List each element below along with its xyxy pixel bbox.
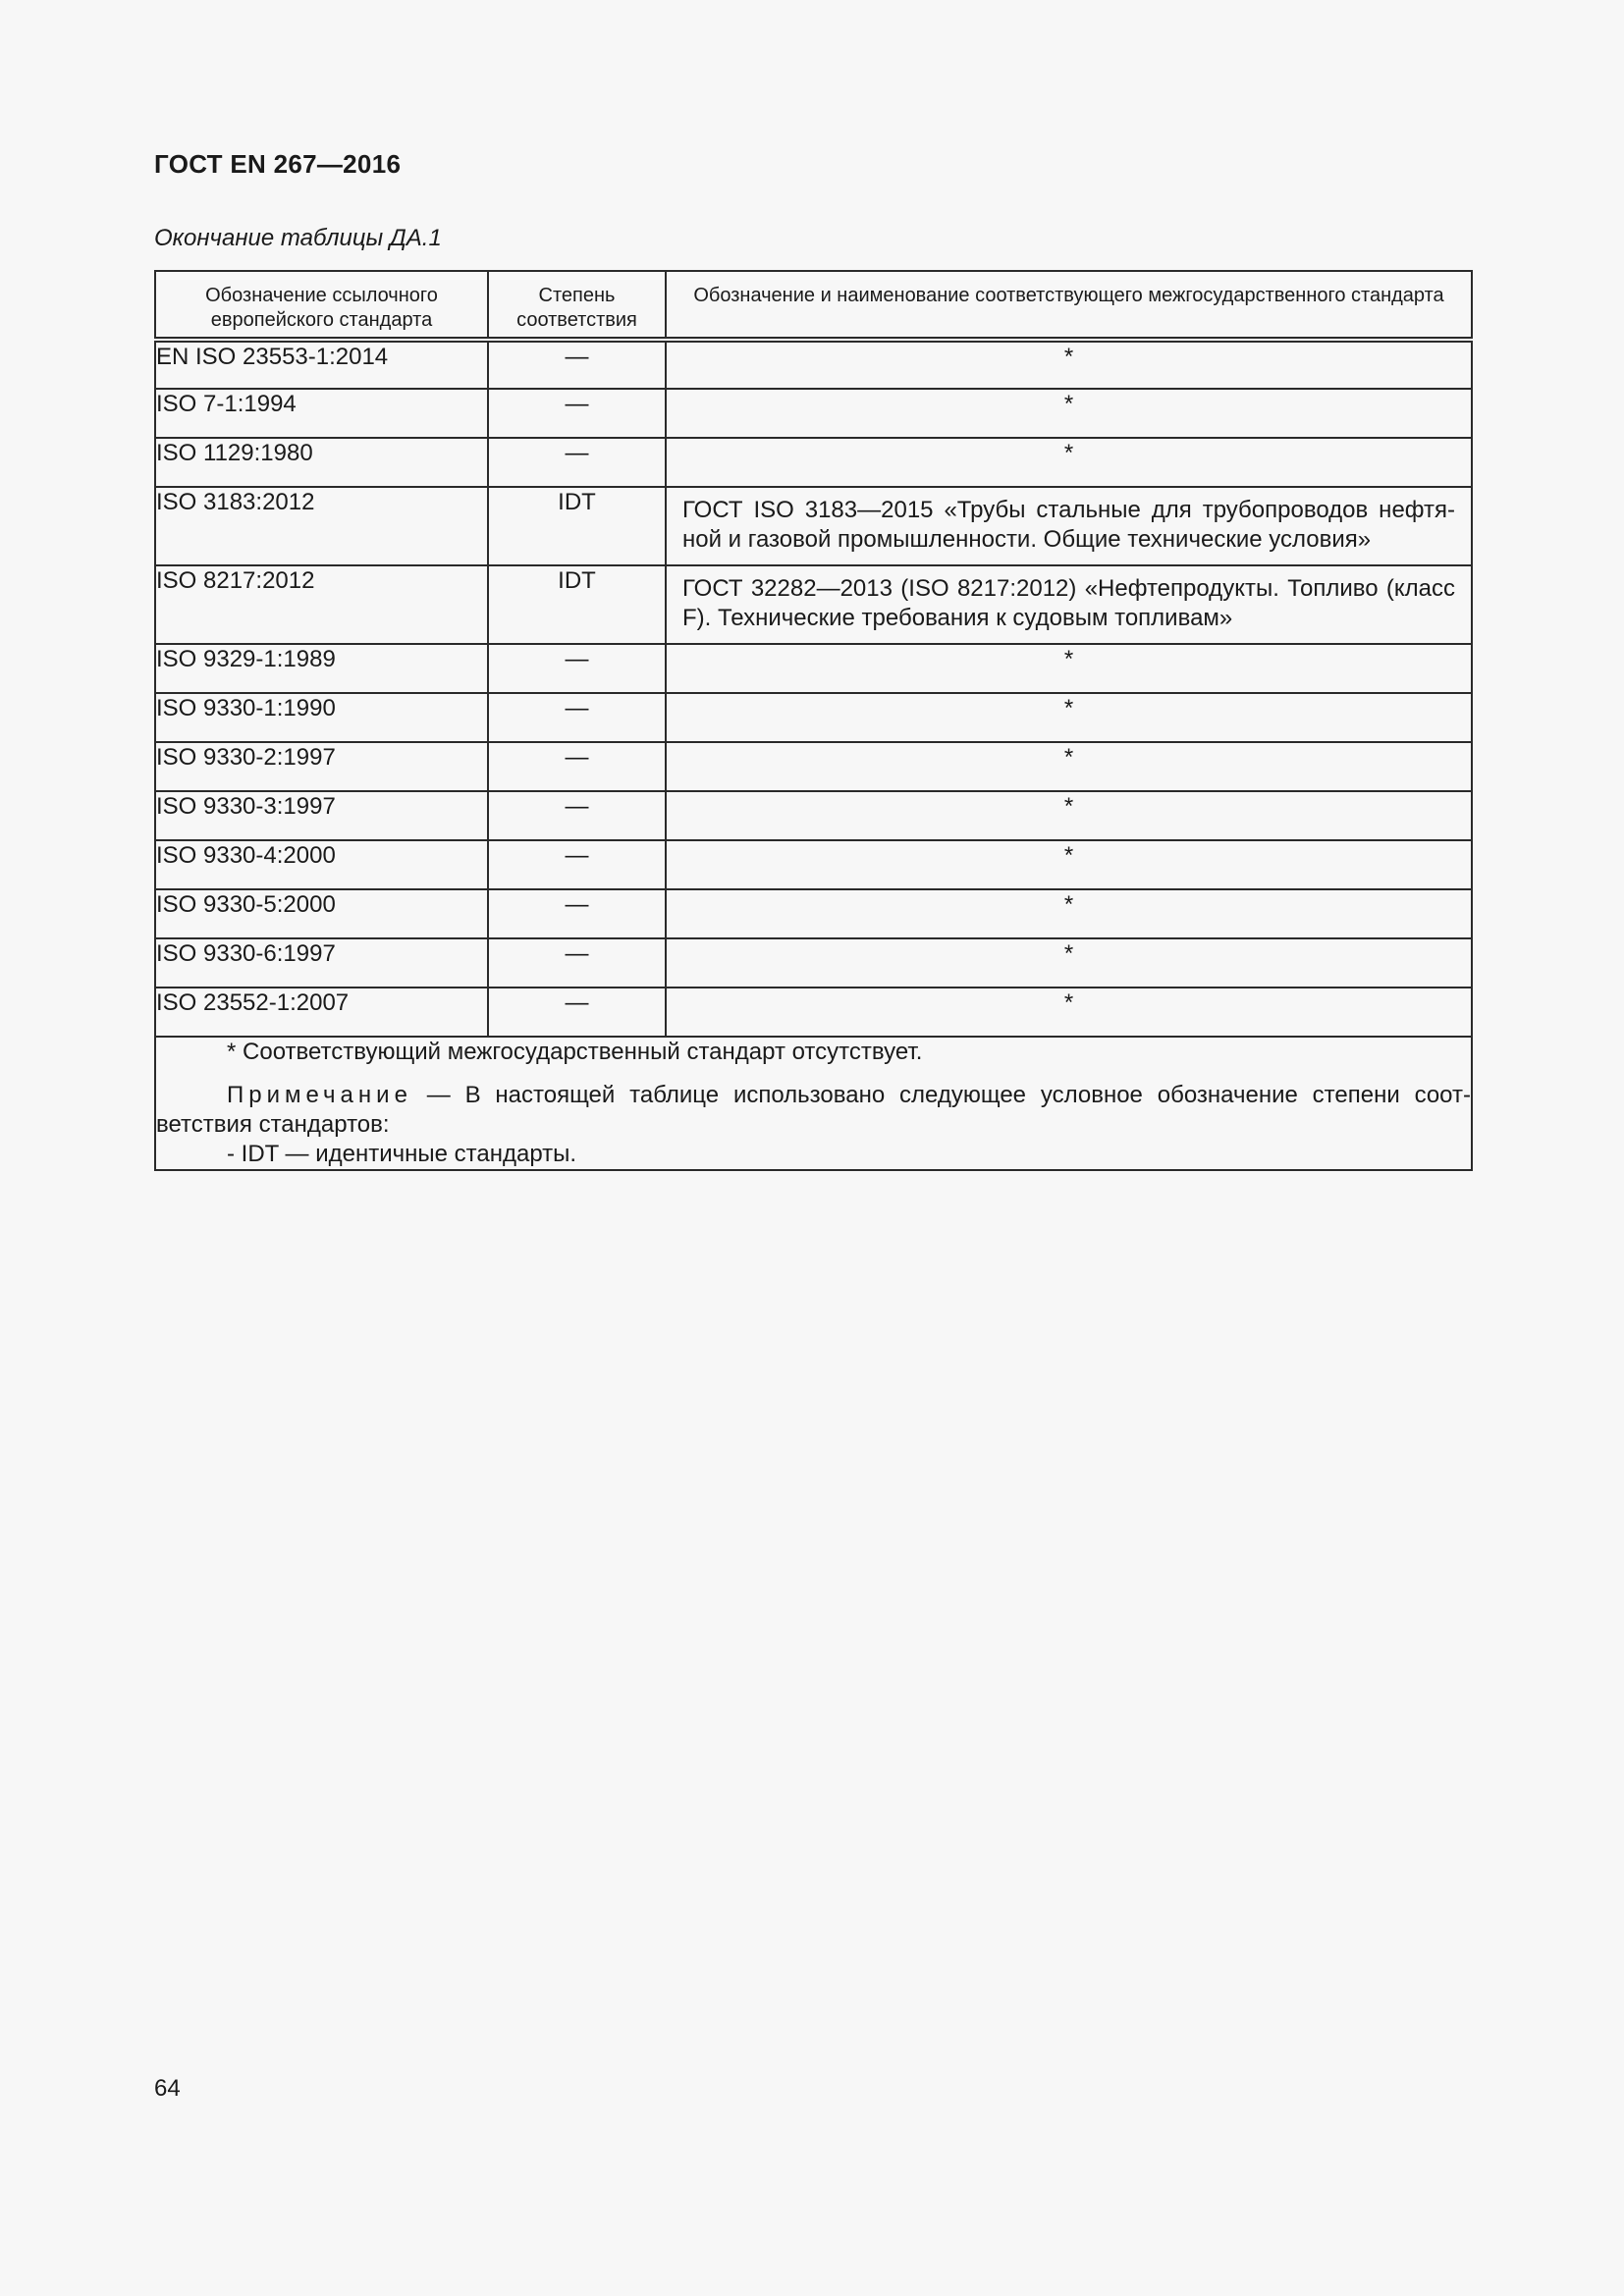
cell-interstate: *: [666, 889, 1472, 938]
table-row: [155, 565, 1472, 644]
cell-degree: —: [488, 742, 666, 791]
table-row: [155, 840, 1472, 889]
cell-interstate: *: [666, 644, 1472, 693]
cell-standard: ISO 9329-1:1989: [155, 644, 488, 693]
cell-standard: ISO 8217:2012: [155, 565, 488, 644]
cell-degree: —: [488, 438, 666, 487]
column-header-interstate: Обозначение и наименование соответствующего межгосударственного стандарта: [666, 271, 1472, 340]
note-text: — В настоящей таблице использовано следующее условное обозначение степени соответствия стандартов:: [156, 1082, 1471, 1138]
cell-standard: ISO 9330-2:1997: [155, 742, 488, 791]
cell-interstate: *: [666, 389, 1472, 438]
cell-interstate: *: [666, 938, 1472, 988]
cell-degree: —: [488, 840, 666, 889]
table-row: [155, 938, 1472, 988]
cell-standard: ISO 23552-1:2007: [155, 988, 488, 1037]
table-row: [155, 438, 1472, 487]
cell-degree: —: [488, 389, 666, 438]
cell-degree: —: [488, 693, 666, 742]
table-row: [155, 889, 1472, 938]
footnote: * Соответствующий межгосударственный стандарт отсутствует.: [227, 1039, 923, 1065]
cell-degree: —: [488, 644, 666, 693]
cell-standard: ISO 1129:1980: [155, 438, 488, 487]
cell-interstate: *: [666, 988, 1472, 1037]
table-caption: Окончание таблицы ДА.1: [154, 225, 442, 251]
cell-standard: ISO 9330-4:2000: [155, 840, 488, 889]
cell-interstate: *: [666, 742, 1472, 791]
cell-standard: ISO 9330-5:2000: [155, 889, 488, 938]
note: [156, 1081, 1471, 1140]
cell-degree: —: [488, 938, 666, 988]
note-label: Примечание: [227, 1082, 412, 1108]
cell-interstate: *: [666, 438, 1472, 487]
cell-degree: —: [488, 988, 666, 1037]
table-footer-row: [155, 1037, 1472, 1170]
cell-degree: IDT: [488, 487, 666, 565]
table-row: [155, 742, 1472, 791]
column-header-standard: Обозначение ссылочного европейского стандарта: [155, 271, 488, 340]
document-code: ГОСТ EN 267—2016: [154, 149, 402, 179]
table-row: [155, 693, 1472, 742]
cell-interstate: ГОСТ ISO 3183—2015 «Трубы стальные для трубопроводов нефтяной и газовой промышленности. Общие технические условия»: [666, 487, 1472, 565]
cell-degree: —: [488, 340, 666, 389]
cell-interstate: ГОСТ 32282—2013 (ISO 8217:2012) «Нефтепродукты. Топливо (класс F). Технические требования к судовым топливам»: [666, 565, 1472, 644]
cell-standard: EN ISO 23553-1:2014: [155, 340, 488, 389]
cell-interstate: *: [666, 693, 1472, 742]
cell-interstate: *: [666, 791, 1472, 840]
table-row: [155, 644, 1472, 693]
table-row: [155, 791, 1472, 840]
table-header-row: [155, 271, 1472, 340]
table-row: [155, 389, 1472, 438]
cell-interstate: *: [666, 340, 1472, 389]
table-row: [155, 988, 1472, 1037]
table-row: [155, 487, 1472, 565]
page-number: 64: [154, 2075, 181, 2102]
cell-standard: ISO 9330-3:1997: [155, 791, 488, 840]
cell-degree: —: [488, 889, 666, 938]
table-notes: [155, 1037, 1472, 1170]
cell-standard: ISO 7-1:1994: [155, 389, 488, 438]
note-item: - IDT — идентичные стандарты.: [227, 1141, 577, 1167]
cell-degree: —: [488, 791, 666, 840]
cell-degree: IDT: [488, 565, 666, 644]
cell-standard: ISO 3183:2012: [155, 487, 488, 565]
cell-standard: ISO 9330-6:1997: [155, 938, 488, 988]
correspondence-table: [154, 270, 1473, 1171]
cell-standard: ISO 9330-1:1990: [155, 693, 488, 742]
table-row: [155, 340, 1472, 389]
column-header-degree: Степень соответствия: [488, 271, 666, 340]
cell-interstate: *: [666, 840, 1472, 889]
